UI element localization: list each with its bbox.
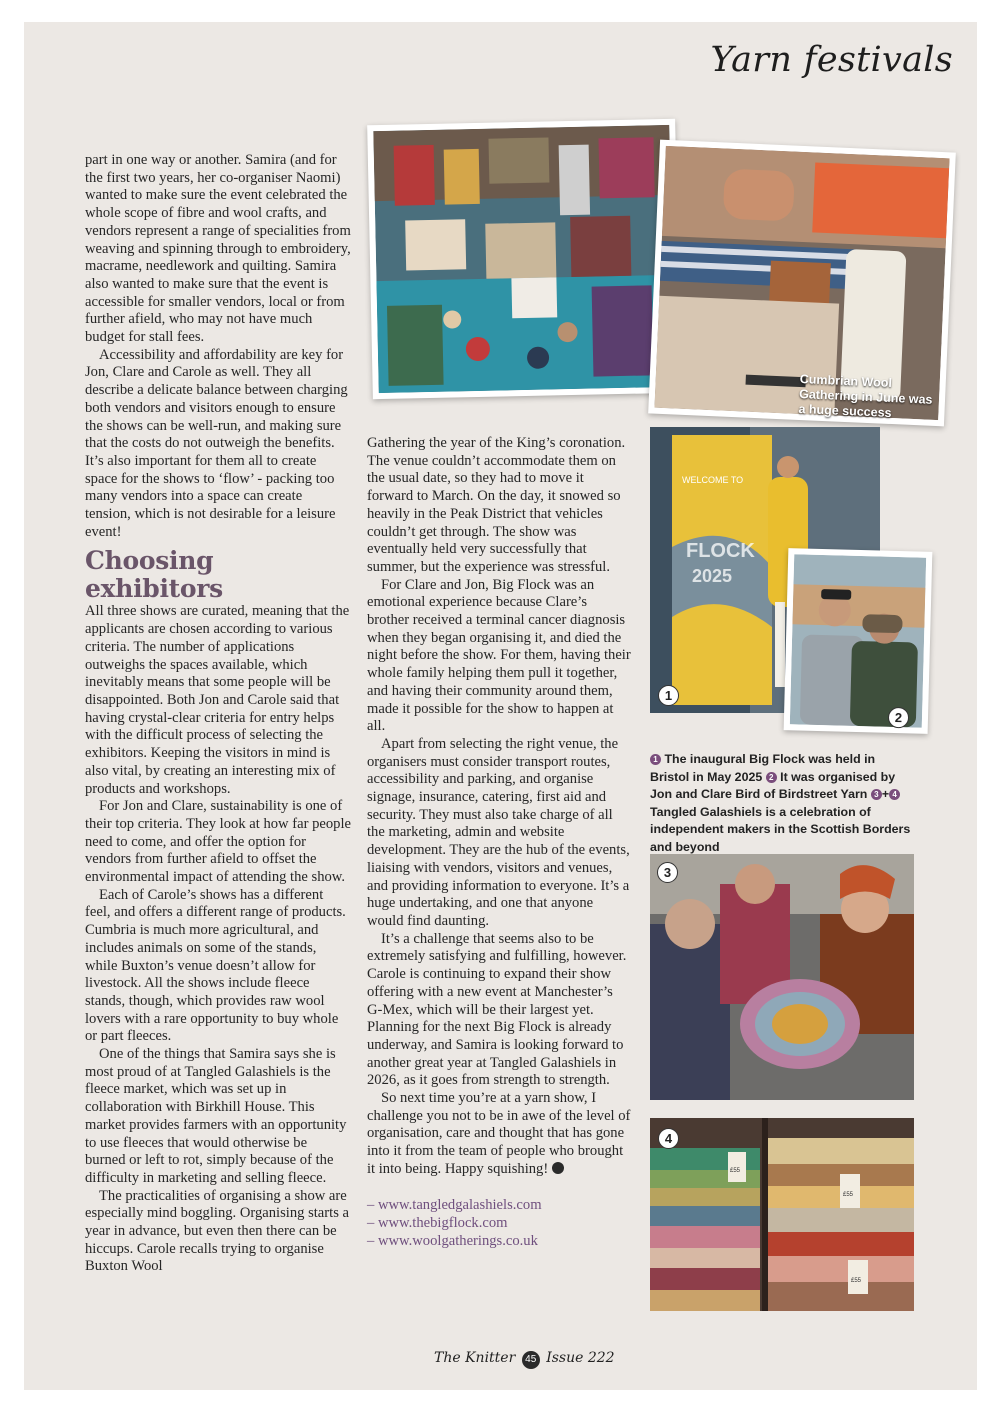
end-mark-icon — [552, 1162, 564, 1174]
link-wool-gatherings[interactable]: – www.woolgatherings.co.uk — [367, 1232, 538, 1249]
text-column-left — [85, 152, 351, 1276]
banner-text-year: 2025 — [692, 566, 733, 586]
banner-text-mid: FLOCK — [686, 540, 755, 562]
text-column-middle — [367, 435, 631, 1250]
closing-sentence: So next time you’re at a yarn show, I challenge you not to be in awe of the level of organisation, care and thought that has gone into it from the team of people who brought it into being. Happy squishing! — [367, 1090, 631, 1177]
yarn-browsing-illustration — [650, 854, 914, 1100]
price-tag-3: £55 — [851, 1278, 862, 1284]
paragraph: Apart from selecting the right venue, the organisers must consider transport routes, accessibility and parking, and organise signage, insurance, catering, first aid and security. They must also take charge of all the marketing, admin and website development. They are the hub of the events, liaising with vendors, visitors and venues, and providing information to everyone. It’s a huge undertaking, and one that anyone would find daunting. — [367, 735, 630, 929]
paragraph: For Jon and Clare, sustainability is one of their top criteria. They look at how far people need to come, and offer the option for vendors from further afield to offset the environmental impact of attending the show. — [85, 798, 351, 886]
caption-number-2: 2 — [766, 772, 777, 783]
link-tangled-galashiels[interactable]: – www.tangledgalashiels.com — [367, 1196, 542, 1213]
textiles-illustration — [650, 1118, 914, 1311]
photo-woven-textiles — [650, 1118, 914, 1311]
photo-badge-4: 4 — [658, 1128, 679, 1149]
caption-plus: + — [881, 787, 890, 802]
paragraph: It’s a challenge that seems also to be extremely satisfying and fulfilling, however. Carole is continuing to expand their show offering with a new event at Manchester’s G-Mex, which will be their largest yet. Planning for the next Big Flock is already underway, and Samira is looking forward to another great year at Tangled Galashiels in 2026, as it goes from strength to strength. — [367, 930, 627, 1089]
paragraph: Accessibility and affordability are key for Jon, Clare and Carole as well. They all describe a delicate balance between charging both vendors and visitors enough to ensure the shows can be well-run, and making sure that the costs do not outweigh the benefits. It’s also important for them all to create space for the shows to ‘flow’ - packing too many vendors into a space can create tension, which is not desirable for a leisure event! — [85, 346, 348, 540]
issue-number: Issue 222 — [546, 1350, 615, 1366]
magazine-name: The Knitter — [434, 1350, 516, 1366]
page-number: 45 — [522, 1351, 540, 1369]
caption-number-4: 4 — [889, 789, 900, 800]
caption-number-1: 1 — [650, 754, 661, 765]
photo-weaving — [648, 140, 956, 427]
section-heading: Choosing exhibitors — [85, 546, 223, 604]
caption-text-1: The inaugural Big Flock was held in Bristol in May 2025 — [650, 752, 876, 784]
magazine-page — [24, 22, 977, 1390]
running-title: Yarn festivals — [710, 40, 953, 80]
paragraph: One of the things that Samira says she is most proud of at Tangled Galashiels is the fleece market, which was set up in collaboration with Birkhill House. This market provides farmers with an opportunity to use fleeces that would otherwise be burned or left to rot, simply because of the difficulty in marketing and selling fleece. — [85, 1046, 347, 1186]
price-tag-2: £55 — [843, 1192, 854, 1198]
photo-badge-2: 2 — [888, 707, 910, 729]
photo-badge-3: 3 — [657, 862, 678, 883]
market-hall-illustration — [373, 125, 674, 393]
caption-text-3: Tangled Galashiels is a celebration of independent makers in the Scottish Borders and beyond — [650, 804, 911, 854]
photo-market-hall — [367, 119, 681, 399]
paragraph: For Clare and Jon, Big Flock was an emotional experience because Clare’s brother received a terminal cancer diagnosis when they began organising it, and died the night before the show. For them, having their whole family helping them pull it together, and having their community around them, made it possible for the show to happen at all. — [367, 576, 631, 735]
paragraph: The practicalities of organising a show are especially mind boggling. Organising starts a year in advance, but even then there can be hiccups. Carole recalls trying to organise Buxton Wool — [85, 1187, 349, 1275]
paragraph: All three shows are curated, meaning that the applicants are chosen according to various criteria. The number of applications outweighs the spaces available, which inevitably means that some people will be disappointed. Both Jon and Carole said that having crystal-clear criteria for entry helps with the difficult process of selecting the exhibitors. Keeping the visitors in mind is also vital, by creating an interesting mix of products and workshops. — [85, 603, 350, 797]
paragraph: Each of Carole’s shows has a different feel, and offers a different range of products. Cumbria is much more agricultural, and includes animals on some of the stands, while Buxton’s venue doesn’t allow for livestock. All the shows include fleece stands, though, which provides raw wool lovers with a rare opportunity to buy whole or part fleeces. — [85, 886, 346, 1045]
link-big-flock[interactable]: – www.thebigflock.com — [367, 1214, 508, 1231]
photo-badge-1: 1 — [658, 685, 679, 706]
photo-yarn-browsing — [650, 854, 914, 1100]
photo-organisers — [784, 548, 933, 734]
paragraph-final — [367, 1090, 631, 1179]
page-footer — [434, 1350, 615, 1369]
link-list — [367, 1196, 631, 1250]
price-tag-1: £55 — [730, 1168, 741, 1174]
caption-number-3: 3 — [871, 789, 882, 800]
banner-text-top: WELCOME TO — [682, 475, 744, 485]
photo-captions-block — [650, 751, 916, 857]
caption-text-2: It was organised by Jon and Clare Bird of Birdstreet Yarn — [650, 769, 896, 802]
paragraph: Gathering the year of the King’s coronation. The venue couldn’t accommodate them on the usual date, so they had to move it forward to March. On the day, it snowed so heavily in the Peak District that vehicles couldn’t get through. The show was eventually held very successfully that summer, but the experience was stressful. — [367, 435, 626, 575]
paragraph: part in one way or another. Samira (and for the first two years, her co-organiser Naomi) wanted to make sure the event celebrated the whole scope of fibre and wool crafts, and vendors represent a range of specialities from weaving and spinning through to embroidery, macrame, needlework and quilting. Samira also wanted to make sure that the event is accessible for smaller vendors, local or from further afield, who may not have much budget for stall fees. — [85, 152, 351, 346]
photo-caption: Cumbrian Wool Gathering in June was a huge success — [798, 372, 933, 421]
organisers-illustration — [790, 554, 926, 727]
